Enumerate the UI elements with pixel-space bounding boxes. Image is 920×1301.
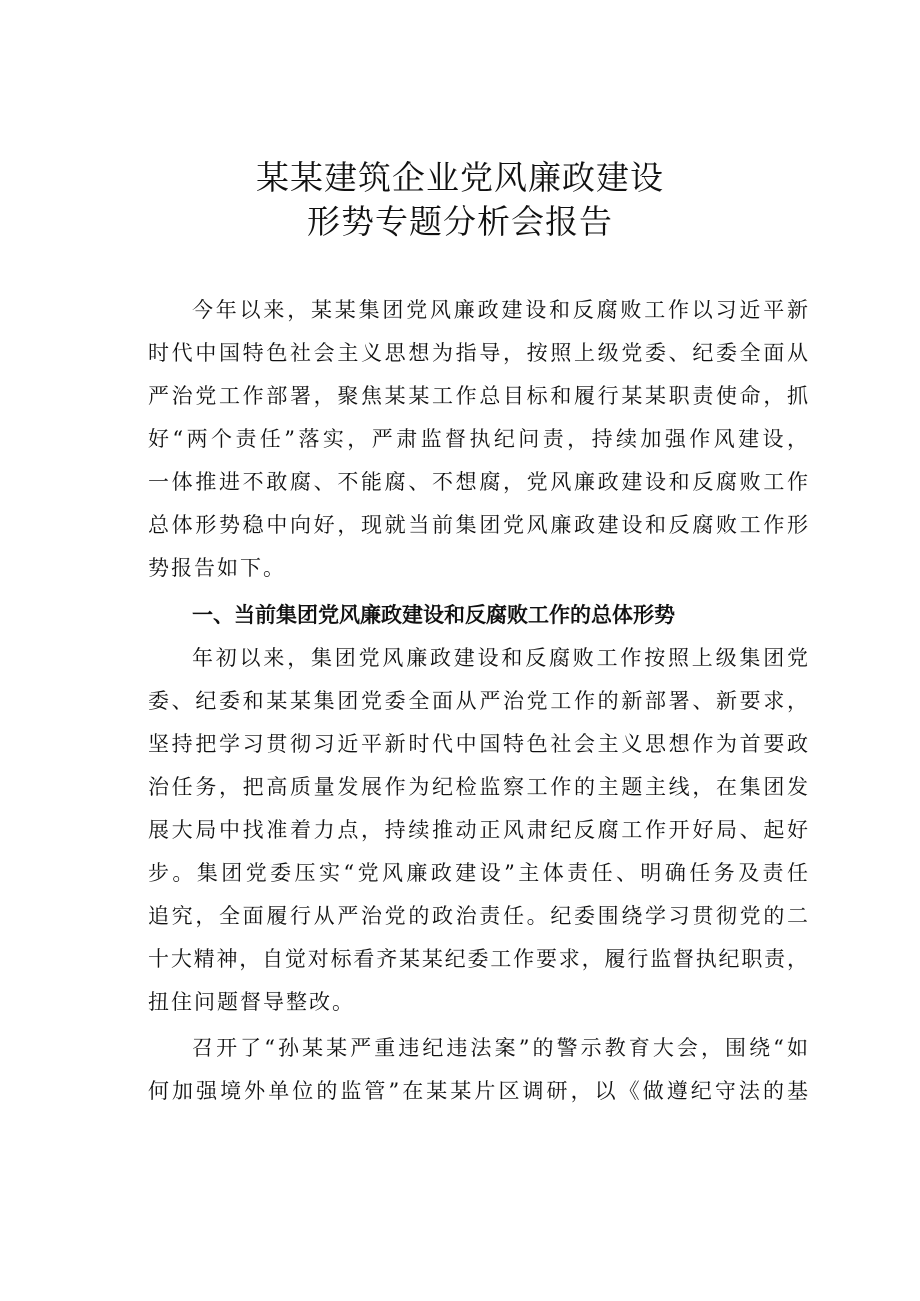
document-title-line-2: 形势专题分析会报告 [307,202,613,241]
paragraph-line: 何加强境外单位的监管”在某某片区调研，以《做遵纪守法的基 [148,1079,808,1103]
paragraph-line: 扭住问题督导整改。 [148,990,355,1014]
paragraph-line: 坚持把学习贯彻习近平新时代中国特色社会主义思想作为首要政 [148,732,808,756]
paragraph-line: 年初以来，集团党风廉政建设和反腐败工作按照上级集团党 [192,646,808,670]
paragraph-line: 好“两个责任”落实，严肃监督执纪问责，持续加强作风建设， [148,427,808,451]
paragraph-line: 时代中国特色社会主义思想为指导，按照上级党委、纪委全面从 [148,341,808,365]
paragraph-line: 展大局中找准着力点，持续推动正风肃纪反腐工作开好局、起好 [148,818,808,842]
paragraph-line: 追究，全面履行从严治党的政治责任。纪委围绕学习贯彻党的二 [148,904,808,928]
paragraph-line: 治任务，把高质量发展作为纪检监察工作的主题主线，在集团发 [148,775,808,799]
paragraph-line: 势报告如下。 [148,556,286,580]
paragraph-line: 步。集团党委压实“党风廉政建设”主体责任、明确任务及责任 [148,861,808,885]
paragraph-line: 一体推进不敢腐、不能腐、不想腐，党风廉政建设和反腐败工作 [148,470,808,494]
paragraph-line: 十大精神，自觉对标看齐某某纪委工作要求，履行监督执纪职责， [148,947,808,971]
paragraph-line: 今年以来，某某集团党风廉政建设和反腐败工作以习近平新 [192,298,808,322]
paragraph-line: 严治党工作部署，聚焦某某工作总目标和履行某某职责使命，抓 [148,384,808,408]
document-title-line-1: 某某建筑企业党风廉政建设 [256,158,664,197]
paragraph-line: 召开了“孙某某严重违纪违法案”的警示教育大会，围绕“如 [192,1036,808,1060]
section-heading: 一、当前集团党风廉政建设和反腐败工作的总体形势 [192,603,675,627]
paragraph-line: 委、纪委和某某集团党委全面从严治党工作的新部署、新要求， [148,689,808,713]
paragraph-line: 总体形势稳中向好，现就当前集团党风廉政建设和反腐败工作形 [148,513,808,537]
